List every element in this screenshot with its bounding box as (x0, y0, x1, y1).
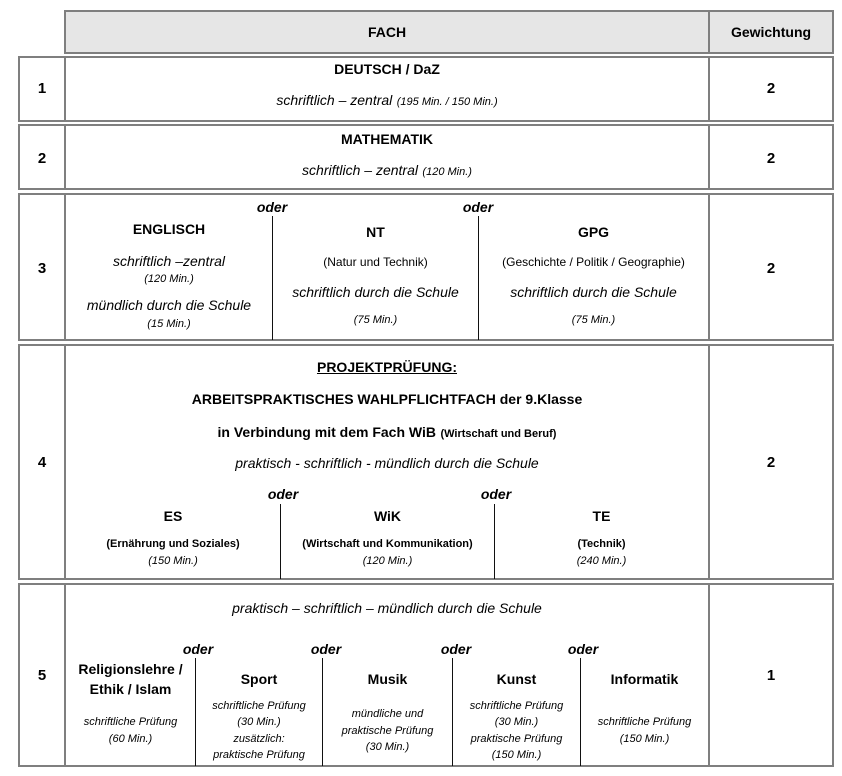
row-4-wik-subtitle: (Wirtschaft und Kommunikation) (302, 538, 473, 550)
row-2-weight: 2 (766, 150, 776, 167)
row-4-line2 (64, 424, 710, 442)
row-3-subject-englisch: ENGLISCH (132, 221, 206, 237)
row-1-weight: 2 (766, 80, 776, 97)
row-5-musik-detail-2: praktische Prüfung (341, 725, 434, 737)
row-3-englisch-line1: schriftlich –zentral (112, 253, 226, 269)
row-5-weight: 1 (766, 667, 776, 684)
row-3-gpg-exam: schriftlich durch die Schule (510, 284, 677, 300)
row-5-oder-1: oder (182, 641, 214, 657)
row-3-nt-duration: (75 Min.) (353, 314, 398, 326)
row-4-subject-te: TE (592, 508, 611, 524)
row-2-subject-title: MATHEMATIK (340, 131, 434, 147)
row-5-sport-detail-1: schriftliche Prüfung (212, 700, 306, 712)
row-2-exam-type: schriftlich – zentral (302, 162, 418, 178)
row-3-subject-nt: NT (366, 224, 385, 240)
row-4-line2-main: in Verbindung mit dem Fach WiB (217, 424, 436, 440)
row-3-nt-exam: schriftlich durch die Schule (292, 284, 459, 300)
row-5-informatik-detail-2: (150 Min.) (619, 733, 670, 745)
row-4-wik-duration: (120 Min.) (362, 555, 413, 567)
row-3-englisch-line2: (120 Min.) (144, 273, 194, 285)
row-2-exam-line (64, 162, 710, 180)
row-1-exam-line (64, 92, 710, 110)
row-5-sport-detail-4: praktische Prüfung (213, 749, 305, 761)
row-4-oder-1: oder (267, 486, 299, 502)
row-4-es-duration: (150 Min.) (148, 555, 198, 567)
row-5-sport-detail-2: (30 Min.) (237, 716, 281, 728)
row-1-exam-duration: (195 Min. / 150 Min.) (396, 96, 498, 108)
row-5-oder-3: oder (440, 641, 472, 657)
row-4-weight: 2 (766, 454, 776, 471)
row-5-kunst-detail-1: schriftliche Prüfung (469, 700, 564, 712)
row-5-oder-4: oder (567, 641, 599, 657)
row-4-line1: ARBEITSPRAKTISCHES WAHLPFLICHTFACH der 9.Klasse (191, 391, 583, 407)
header-gewichtung-label: Gewichtung (730, 24, 812, 40)
row-5-kunst-detail-4: (150 Min.) (491, 749, 542, 761)
row-3-oder-1: oder (256, 199, 288, 215)
row-3-englisch-line3: mündlich durch die Schule (86, 297, 252, 313)
row-3-nt-subtitle: (Natur und Technik) (323, 255, 428, 269)
row-4-te-duration: (240 Min.) (576, 555, 627, 567)
row-4-oder-2: oder (480, 486, 512, 502)
row-5-subject-sport: Sport (240, 671, 278, 687)
row-4-line2-small: (Wirtschaft und Beruf) (440, 428, 557, 440)
row-5-sport-detail-3: zusätzlich: (233, 733, 285, 745)
row-4-title: PROJEKTPRÜFUNG: (316, 359, 457, 375)
row-5-kunst-detail-2: (30 Min.) (494, 716, 539, 728)
row-5-religion-detail-2: (60 Min.) (108, 733, 153, 745)
row-4-subject-wik: WiK (373, 508, 402, 524)
row-5-musik-detail-1: mündliche und (351, 708, 424, 720)
row-5-musik-detail-3: (30 Min.) (365, 741, 410, 753)
header-fach-label: FACH (367, 24, 407, 40)
row-5-subject-religion-2: Ethik / Islam (89, 681, 172, 697)
row-1-number: 1 (37, 80, 47, 97)
row-4-es-subtitle: (Ernährung und Soziales) (106, 538, 240, 550)
row-3-gpg-subtitle: (Geschichte / Politik / Geographie) (502, 255, 685, 269)
row-5-informatik-detail-1: schriftliche Prüfung (597, 716, 692, 728)
row-5-kunst-detail-3: praktische Prüfung (470, 733, 563, 745)
row-5-number: 5 (37, 667, 47, 684)
row-5-subject-musik: Musik (367, 671, 408, 687)
row-2-exam-duration: (120 Min.) (422, 166, 472, 178)
row-4-subject-es: ES (163, 508, 183, 524)
row-4-line3: praktisch - schriftlich - mündlich durch die Schule (235, 455, 539, 471)
row-1-subject-title: DEUTSCH / DaZ (334, 61, 440, 77)
row-3-number: 3 (37, 260, 47, 277)
row-3-subject-gpg: GPG (577, 224, 610, 240)
row-5-subject-religion-1: Religionslehre / (78, 661, 183, 677)
row-4-number: 4 (37, 454, 47, 471)
row-4-te-subtitle: (Technik) (577, 538, 626, 550)
row-5-subject-informatik: Informatik (610, 671, 679, 687)
row-5-oder-2: oder (310, 641, 342, 657)
row-3-weight: 2 (766, 260, 776, 277)
row-5-religion-detail-1: schriftliche Prüfung (83, 716, 178, 728)
row-3-oder-2: oder (462, 199, 494, 215)
row-3-gpg-duration: (75 Min.) (571, 314, 616, 326)
row-1-exam-type: schriftlich – zentral (276, 92, 393, 108)
row-5-exam-line: praktisch – schriftlich – mündlich durch die Schule (232, 600, 542, 616)
row-2-number: 2 (37, 150, 47, 167)
row-3-englisch-line4: (15 Min.) (147, 318, 191, 330)
row-5-subject-kunst: Kunst (496, 671, 537, 687)
